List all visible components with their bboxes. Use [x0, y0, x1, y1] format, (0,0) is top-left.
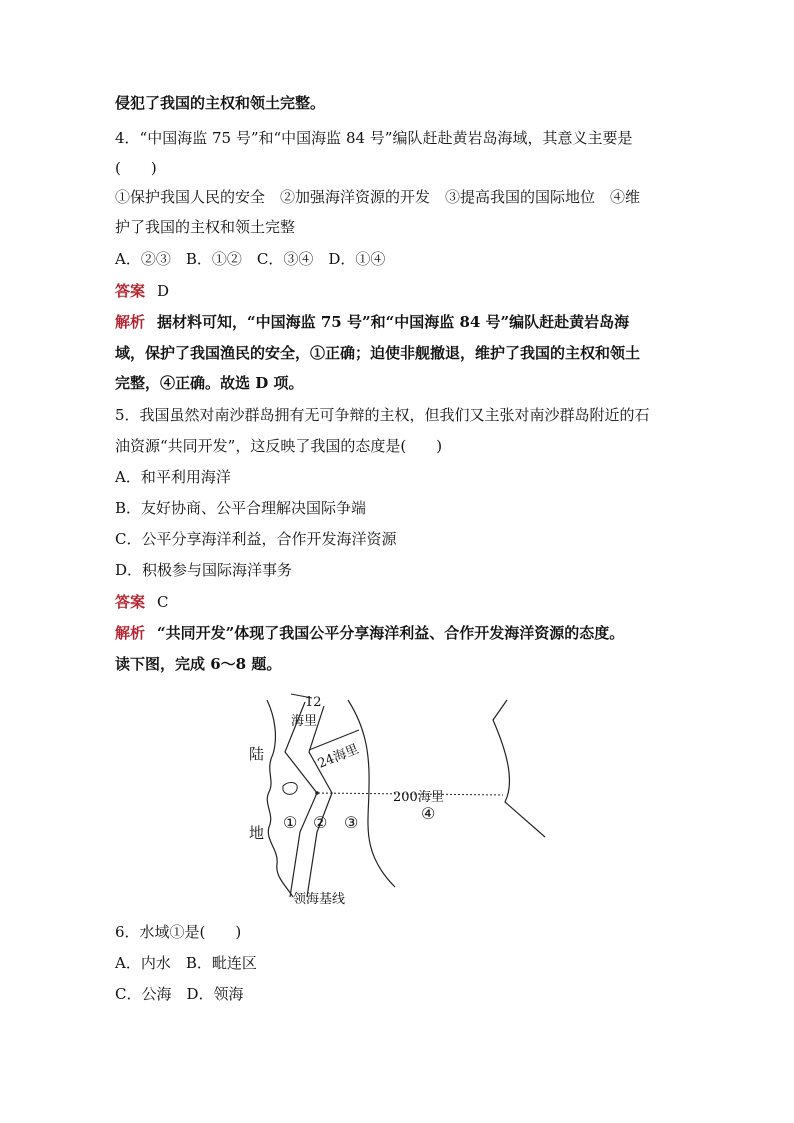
island: [283, 782, 297, 794]
q5-analysis: [115, 623, 624, 643]
answer-label: 答案: [115, 593, 146, 611]
q5-option-c: C．公平分享海洋利益，合作开发海洋资源: [115, 530, 397, 548]
zone-2-label: ②: [313, 813, 328, 832]
land-label-2: 地: [249, 824, 265, 842]
analysis-label: 解析: [115, 313, 146, 331]
answer-value: D: [157, 282, 170, 300]
coastline: [267, 700, 293, 897]
zone-3-label: ③: [344, 813, 359, 832]
label-24: 24海里: [315, 741, 361, 772]
q5-answer: [115, 592, 169, 612]
q4-items-2: 护了我国的主权和领土完整: [115, 218, 296, 236]
answer-value: C: [157, 593, 169, 611]
q4-paren: ( ): [115, 159, 157, 177]
q4-options: A．②③ B．①② C．③④ D．①④: [115, 250, 386, 268]
zone-1-label: ①: [283, 813, 298, 832]
baseline-point: [315, 791, 319, 795]
land-label-1: 陆: [249, 745, 265, 763]
label-12-unit: 海里: [291, 714, 318, 729]
q5-stem-2: 油资源“共同开发”，这反映了我国的态度是( ): [115, 437, 443, 455]
answer-label: 答案: [115, 282, 146, 300]
analysis-text: 据材料可知，“中国海监 75 号”和“中国海监 84 号”编队赶赴黄岩岛海: [157, 313, 630, 331]
q4-answer: [115, 281, 169, 301]
baseline-line: [285, 702, 317, 897]
analysis-text: “共同开发”体现了我国公平分享海洋利益、合作开发海洋资源的态度。: [157, 624, 625, 642]
q4-analysis-3: 完整，④正确。故选 D 项。: [115, 374, 304, 392]
label-12: 12: [305, 695, 322, 710]
baseline-label: 领海基线: [293, 892, 346, 907]
label-200: 200海里: [393, 790, 444, 805]
q6-options-ab: A．内水 B．毗连区: [115, 954, 257, 972]
q4-analysis-1: [115, 312, 629, 332]
q5-stem-1: 5．我国虽然对南沙群岛拥有无可争辩的主权，但我们又主张对南沙群岛附近的石: [115, 406, 650, 424]
q4-analysis-2: 域，保护了我国渔民的安全，①正确；迫使非舰撤退，维护了我国的主权和领土: [115, 344, 641, 362]
maritime-zones-diagram: [245, 692, 550, 910]
q6-stem: 6．水域①是( ): [115, 923, 242, 941]
read-map-instruction: 读下图，完成 6～8 题。: [115, 655, 282, 673]
q5-option-d: D．积极参与国际海洋事务: [115, 561, 293, 579]
analysis-label: 解析: [115, 624, 146, 642]
q6-options-cd: C．公海 D．领海: [115, 985, 244, 1003]
eez-outer-limit: [493, 700, 545, 837]
line-1: 侵犯了我国的主权和领土完整。: [115, 94, 326, 112]
territorial-sea-limit: [307, 706, 332, 897]
q5-option-a: A．和平利用海洋: [115, 468, 231, 486]
zone-4-label: ④: [421, 804, 436, 823]
q4-stem: 4．“中国海监 75 号”和“中国海监 84 号”编队赶赴黄岩岛海域，其意义主要是: [115, 129, 633, 147]
q4-items-1: ①保护我国人民的安全 ②加强海洋资源的开发 ③提高我国的国际地位 ④维: [115, 188, 641, 206]
q5-option-b: B．友好协商、公平合理解决国际争端: [115, 499, 367, 517]
